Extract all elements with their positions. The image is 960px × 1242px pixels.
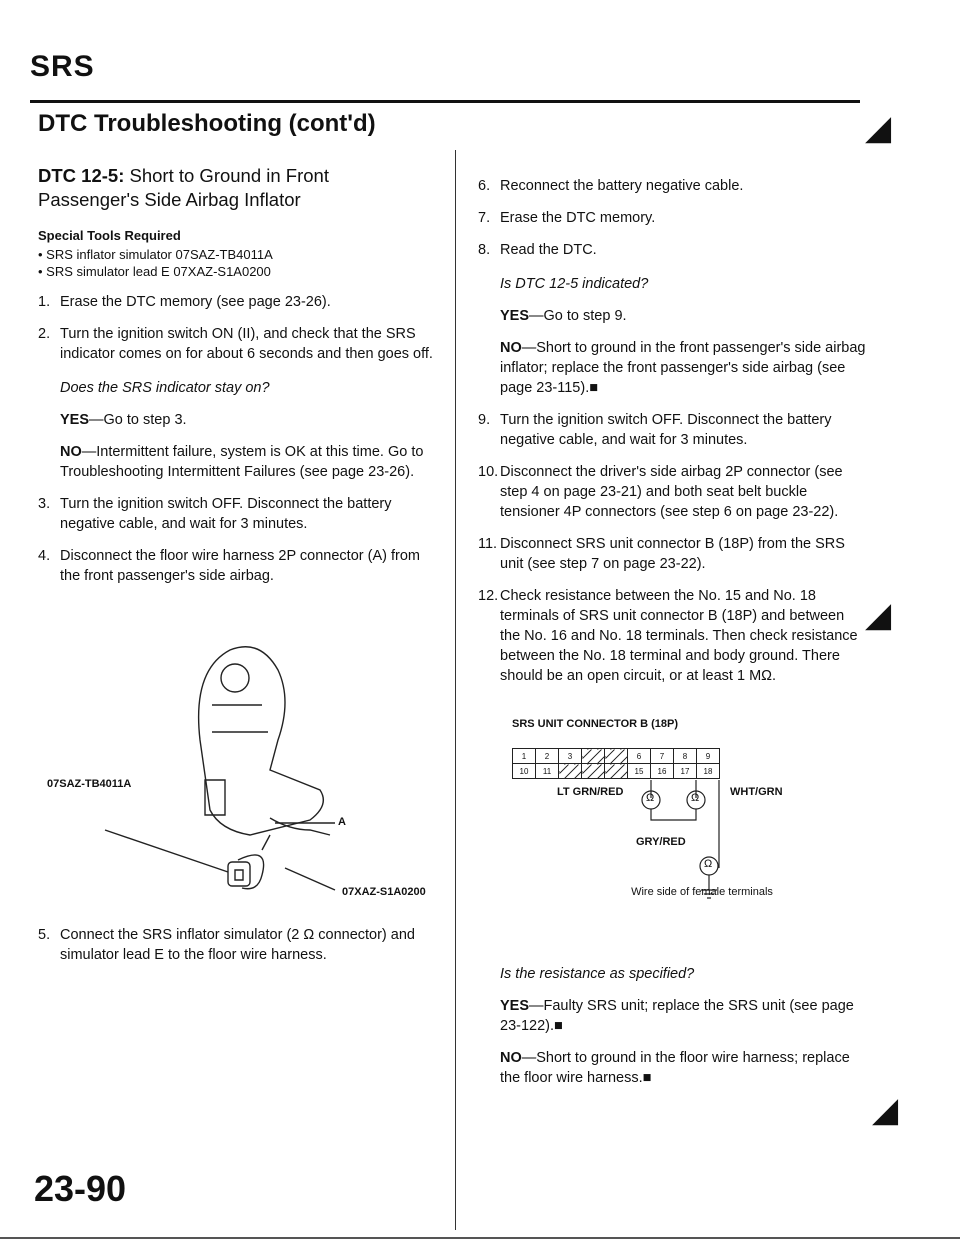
right-column-bottom <box>478 950 868 1088</box>
ohm-icon: Ω <box>646 792 655 804</box>
diagram-caption: Wire side of female terminals <box>631 886 773 898</box>
step-10 <box>478 462 868 522</box>
section-title: DTC Troubleshooting (cont'd) <box>38 110 376 137</box>
step-number: 8. <box>478 242 491 258</box>
step-text: Disconnect SRS unit connector B (18P) from the SRS unit (see step 7 on page 23-22). <box>500 536 845 572</box>
corner-arrow-icon: ◢ <box>872 1091 899 1129</box>
answer-text: Short to ground in the floor wire harness; replace the floor wire harness.■ <box>500 1050 850 1086</box>
tools-heading: Special Tools Required <box>38 228 181 243</box>
yes-label: YES <box>60 412 90 428</box>
pin: 3 <box>559 749 582 764</box>
step-number: 11. <box>478 536 498 552</box>
tool-label-b: 07XAZ-S1A0200 <box>342 886 426 898</box>
answer-text: Faulty SRS unit; replace the SRS unit (see page 23-122).■ <box>500 998 854 1034</box>
tool-label-a: 07SAZ-TB4011A <box>47 778 132 790</box>
step-text: Disconnect the driver's side airbag 2P connector (see step 4 on page 23-21) and both seat belt buckle tensioner 4P connectors (see step 6 on page 23-22). <box>500 464 843 520</box>
answer-yes: YES—Go to step 9. <box>500 308 627 324</box>
left-column-bottom <box>38 913 433 965</box>
step-number: 9. <box>478 412 491 428</box>
pin: 6 <box>628 749 651 764</box>
no-label: NO <box>500 340 522 356</box>
answer-yes: YES—Faulty SRS unit; replace the SRS unit (see page 23-122).■ <box>500 998 854 1034</box>
question-1: Does the SRS indicator stay on? <box>60 380 270 396</box>
answer-text: Go to step 9. <box>543 308 627 324</box>
dtc-description: Short to Ground in Front Passenger's Side Airbag Inflator <box>38 165 329 210</box>
step-text: Erase the DTC memory (see page 23-26). <box>60 294 331 310</box>
question-2: Is DTC 12-5 indicated? <box>500 276 649 292</box>
step-12 <box>478 586 868 686</box>
pin: 16 <box>651 764 674 779</box>
step-text: Turn the ignition switch OFF. Disconnect the battery negative cable, and wait for 3 minutes. <box>500 412 832 448</box>
step-text: Turn the ignition switch OFF. Disconnect the battery negative cable, and wait for 3 minutes. <box>60 496 392 532</box>
step-number: 5. <box>38 927 51 943</box>
dtc-heading <box>38 164 433 212</box>
wire-label-gry-red: GRY/RED <box>636 836 686 848</box>
pin: 7 <box>651 749 674 764</box>
step-number: 2. <box>38 326 51 342</box>
left-column <box>38 164 433 586</box>
step-3 <box>38 494 433 534</box>
pin: 17 <box>674 764 697 779</box>
yes-label: YES <box>500 308 530 324</box>
pin: 11 <box>536 764 559 779</box>
wire-label-wht-grn: WHT/GRN <box>730 786 783 798</box>
seat-illustration <box>30 630 450 905</box>
question-3: Is the resistance as specified? <box>500 966 695 982</box>
step-text: Disconnect the floor wire harness 2P connector (A) from the front passenger's side airbag. <box>60 548 420 584</box>
wire-label-lt-grn-red: LT GRN/RED <box>557 786 624 798</box>
pin: 1 <box>513 749 536 764</box>
step-11 <box>478 534 868 574</box>
pin: 18 <box>697 764 720 779</box>
answer-text: Go to step 3. <box>103 412 187 428</box>
connector-wiring <box>512 718 842 908</box>
step-text: Connect the SRS inflator simulator (2 Ω connector) and simulator lead E to the floor wire harness. <box>60 927 415 963</box>
step-8 <box>478 240 868 260</box>
pin: 9 <box>697 749 720 764</box>
pin: 15 <box>628 764 651 779</box>
step-text: Check resistance between the No. 15 and No. 18 terminals of SRS unit connector B (18P) and between the No. 16 and No. 18 terminals. Then check resistance between the No. 18 terminal and body ground. There should be an open circuit, or at least 1 MΩ. <box>500 588 858 684</box>
page-number: 23-90 <box>34 1168 127 1209</box>
diagram-title: SRS UNIT CONNECTOR B (18P) <box>512 718 679 730</box>
answer-no: NO—Short to ground in the floor wire harness; replace the floor wire harness.■ <box>500 1050 850 1086</box>
step-number: 4. <box>38 548 51 564</box>
step-number: 6. <box>478 178 491 194</box>
tool-item: • SRS simulator lead E 07XAZ-S1A0200 <box>38 264 271 279</box>
step-4 <box>38 546 433 586</box>
yes-label: YES <box>500 998 530 1014</box>
no-label: NO <box>60 444 82 460</box>
seat-drawing <box>30 630 450 905</box>
ohm-icon: Ω <box>704 858 713 870</box>
pin: 10 <box>513 764 536 779</box>
step-6 <box>478 176 868 196</box>
step-number: 1. <box>38 294 51 310</box>
answer-no: NO—Short to ground in the front passenger's side airbag inflator; replace the front passenger's side airbag (see page 23-115).■ <box>500 340 866 396</box>
pin: 2 <box>536 749 559 764</box>
answer-text: Short to ground in the front passenger's side airbag inflator; replace the front passenger's side airbag (see page 23-115).■ <box>500 340 866 396</box>
connector-diagram <box>512 718 842 908</box>
right-column <box>478 164 868 686</box>
answer-text: Intermittent failure, system is OK at this time. Go to Troubleshooting Intermittent Failures (see page 23-26). <box>60 444 424 480</box>
connector-label-a: A <box>338 816 346 828</box>
dtc-code: DTC 12-5: <box>38 165 125 186</box>
tool-item: • SRS inflator simulator 07SAZ-TB4011A <box>38 247 273 262</box>
step-7 <box>478 208 868 228</box>
step-number: 12. <box>478 588 499 604</box>
ohm-icon: Ω <box>691 792 700 804</box>
step-number: 3. <box>38 496 51 512</box>
step-text: Reconnect the battery negative cable. <box>500 178 744 194</box>
answer-no: NO—Intermittent failure, system is OK at this time. Go to Troubleshooting Intermittent Failures (see page 23-26). <box>60 444 424 480</box>
step-text: Read the DTC. <box>500 242 597 258</box>
footer-rule <box>0 1237 960 1239</box>
column-divider <box>455 150 456 1230</box>
corner-arrow-icon: ◢ <box>865 109 892 147</box>
step-number: 10. <box>478 464 499 480</box>
tools-list <box>38 246 433 280</box>
step-text: Turn the ignition switch ON (II), and check that the SRS indicator comes on for about 6 seconds and then goes off. <box>60 326 433 362</box>
step-9 <box>478 410 868 450</box>
step-text: Erase the DTC memory. <box>500 210 656 226</box>
page-header-title: SRS <box>30 50 95 83</box>
corner-arrow-icon: ◢ <box>865 596 892 634</box>
no-label: NO <box>500 1050 522 1066</box>
answer-yes: YES—Go to step 3. <box>60 412 187 428</box>
step-5 <box>38 925 433 965</box>
header-rule <box>30 100 860 103</box>
step-1 <box>38 292 433 312</box>
step-2 <box>38 324 433 364</box>
step-number: 7. <box>478 210 491 226</box>
pin: 8 <box>674 749 697 764</box>
